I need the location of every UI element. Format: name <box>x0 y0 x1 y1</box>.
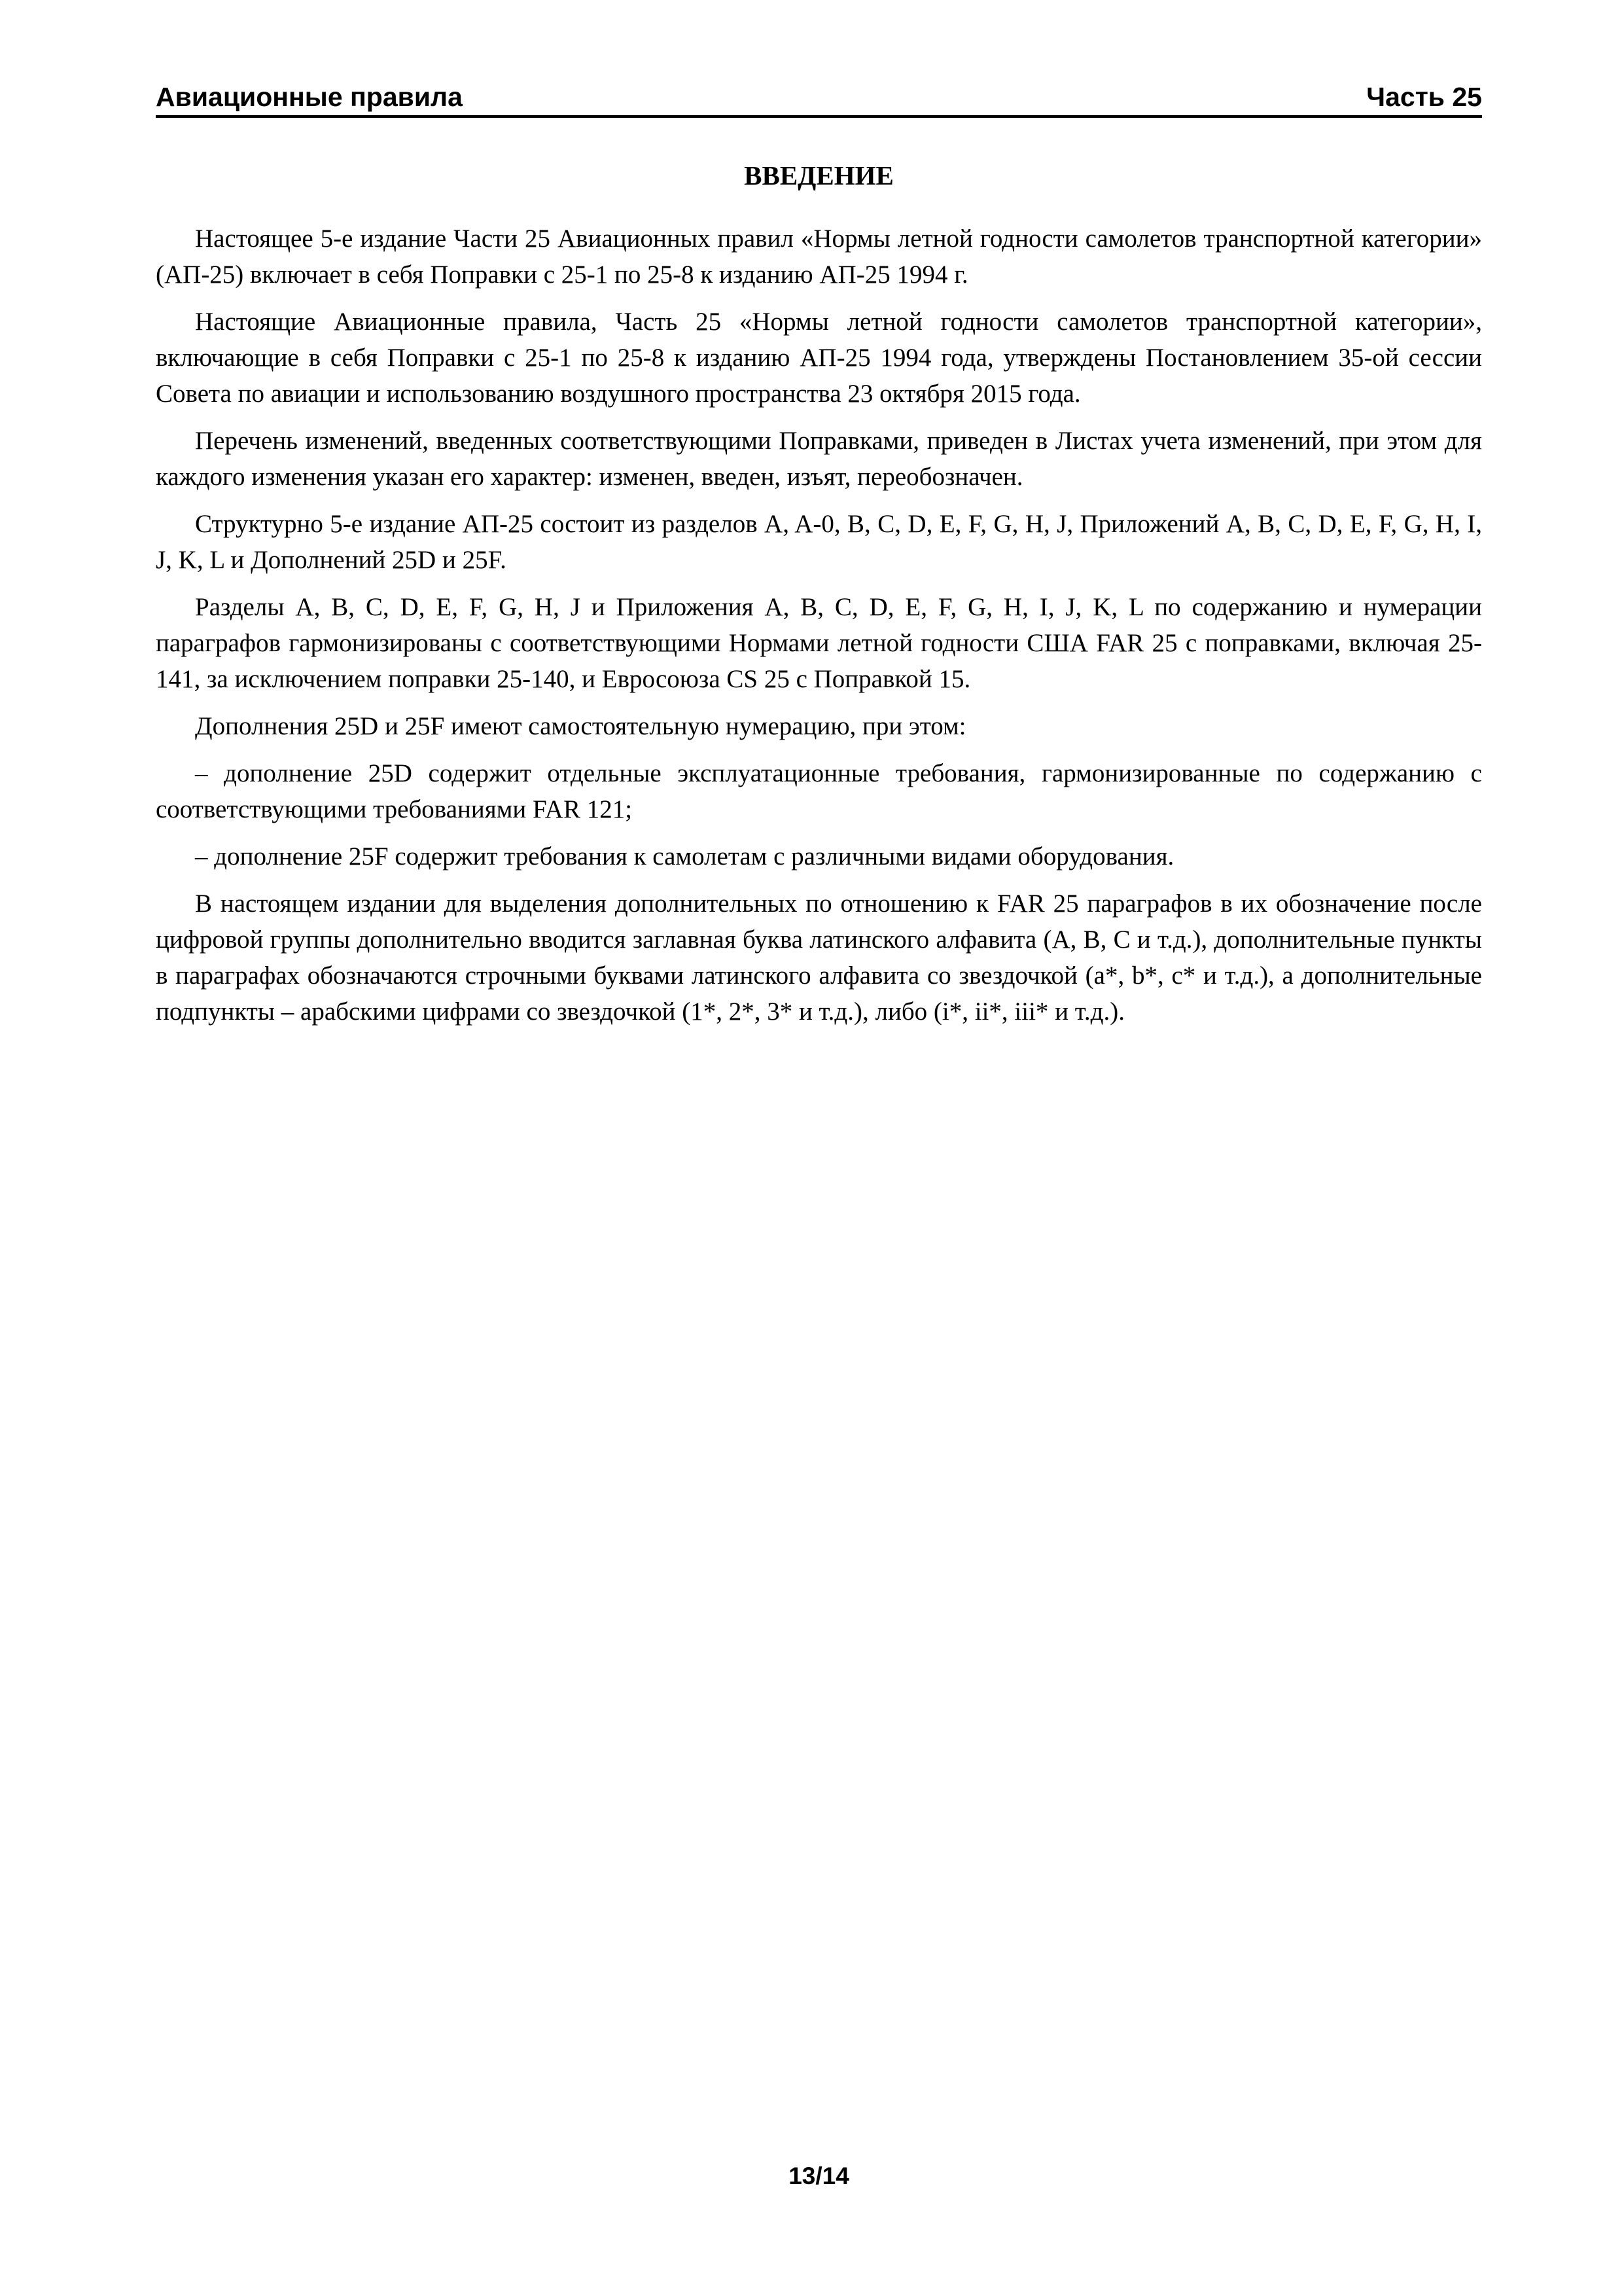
paragraph-harmonization: Разделы A, B, C, D, E, F, G, H, J и Приложения A, B, C, D, E, F, G, H, I, J, K, L по содержанию и нумерации параграфов гармонизированы с соответствующими Нормами летной годности США FAR 25 с поправками, включая 25-141, за исключением поправки 25-140, и Евросоюза CS 25 с Поправкой 15. <box>156 593 1482 693</box>
list-item-25d: – дополнение 25D содержит отдельные эксплуатационные требования, гармонизированные по содержанию с соответствующими требованиями FAR 121; <box>156 759 1482 823</box>
document-part: Часть 25 <box>1366 82 1482 112</box>
header-divider <box>156 115 1482 118</box>
page-number: 13/14 <box>788 2162 849 2189</box>
paragraph-approval: Настоящие Авиационные правила, Часть 25 «Нормы летной годности самолетов транспортной категории», включающие в себя Поправки с 25-1 по 25-8 к изданию АП-25 1994 года, утверждены Постановлением 35-ой сессии Совета по авиации и использованию воздушного пространства 23 октября 2015 года. <box>156 308 1482 408</box>
document-title: Авиационные правила <box>156 82 463 112</box>
paragraph-changes-list: Перечень изменений, введенных соответствующими Поправками, приведен в Листах учета изменений, при этом для каждого изменения указан его характер: изменен, введен, изъят, переобозначен. <box>156 427 1482 491</box>
paragraph-supplements: Дополнения 25D и 25F имеют самостоятельную нумерацию, при этом: <box>195 712 966 740</box>
list-item-25f: – дополнение 25F содержит требования к самолетам с различными видами оборудования. <box>195 842 1174 870</box>
paragraph-numbering: В настоящем издании для выделения дополнительных по отношению к FAR 25 параграфов в их обозначение после цифровой группы дополнительно вводится заглавная буква латинского алфавита (A, B, C и т.д.), дополнительные пункты в параграфах обозначаются строчными буквами латинского алфавита со звездочкой (a*, b*, c* и т.д.), а дополнительные подпункты – арабскими цифрами со звездочкой (1*, 2*, 3* и т.д.), либо (i*, ii*, iii* и т.д.). <box>156 889 1482 1026</box>
section-title: ВВЕДЕНИЕ <box>744 160 894 190</box>
page-header <box>156 77 1482 117</box>
paragraph-structure: Структурно 5-е издание АП-25 состоит из разделов A, A-0, B, C, D, E, F, G, H, J, Приложений A, B, C, D, E, F, G, H, I, J, K, L и Дополнений 25D и 25F. <box>156 510 1482 574</box>
document-body <box>156 221 1482 1041</box>
paragraph-edition: Настоящее 5-е издание Части 25 Авиационных правил «Нормы летной годности самолетов транспортной категории» (АП-25) включает в себя Поправки с 25-1 по 25-8 к изданию АП-25 1994 г. <box>156 224 1482 289</box>
